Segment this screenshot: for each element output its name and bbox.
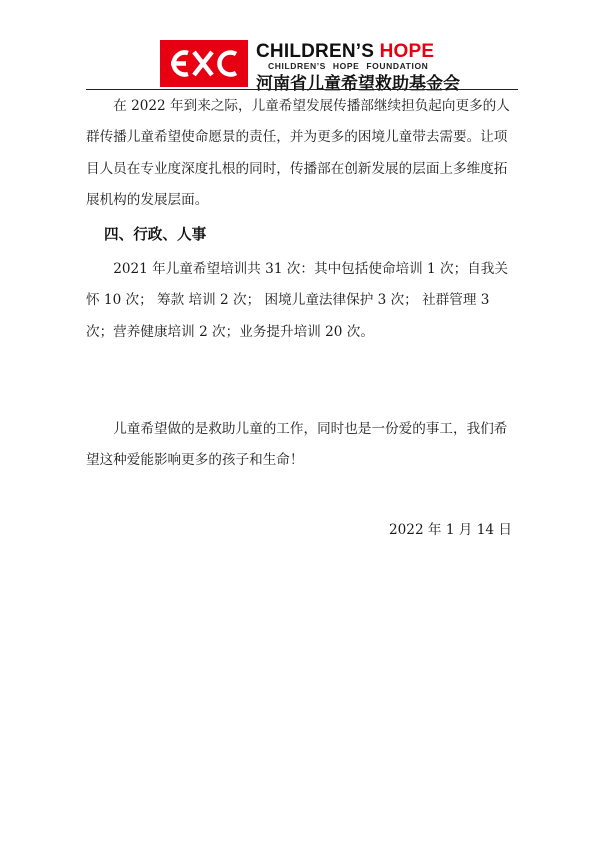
- letterhead: [160, 40, 460, 94]
- foundation-logo: [160, 40, 248, 87]
- section-heading-admin-hr: 四、行政、人事: [104, 226, 207, 243]
- brand-subtitle: CHILDREN’S HOPE FOUNDATION: [268, 61, 429, 71]
- brand-name-main: CHILDREN’S: [256, 41, 375, 62]
- brand-name-chinese: 河南省儿童希望救助基金会: [256, 74, 460, 94]
- paragraph-communication: 在 2022 年到来之际，儿童希望发展传播部继续担负起向更多的人群传播儿童希望使命愿景的责任，并为更多的困境儿童带去需要。让项目人员在专业度深度扎根的同时，传播部在创新发展的层面上多维度拓展机构的发展层面。: [86, 98, 510, 209]
- ec-logo-icon: [160, 40, 248, 87]
- brand-name-english: [256, 41, 434, 63]
- paragraph-closing: 儿童希望做的是救助儿童的工作，同时也是一份爱的事工，我们希望这种爱能影响更多的孩子和生命！: [86, 421, 508, 469]
- header-divider: [86, 89, 518, 90]
- brand-name-hope: HOPE: [379, 41, 435, 62]
- paragraph-training: 2021 年儿童希望培训共 31 次：其中包括使命培训 1 次；自我关怀 10 次； 筹款 培训 2 次； 困境儿童法律保护 3 次； 社群管理 3 次；营养健康培训 2 次；业务提升培训 20 次。: [86, 261, 508, 340]
- document-date: 2022 年 1 月 14 日: [389, 522, 512, 538]
